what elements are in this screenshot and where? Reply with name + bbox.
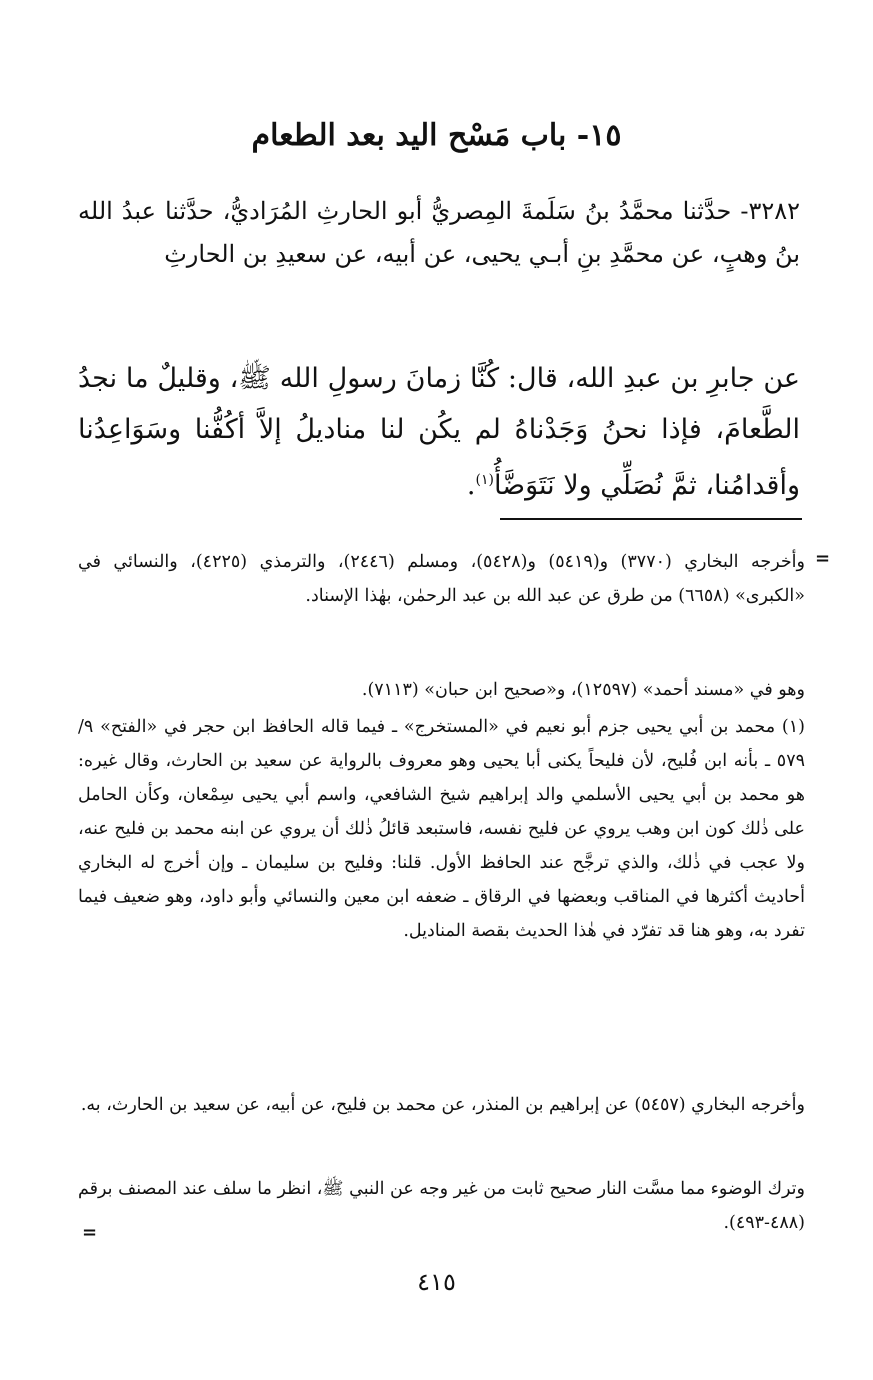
chapter-heading: ١٥- باب مَسْح اليد بعد الطعام	[251, 118, 622, 153]
footnote-wudu: وترك الوضوء مما مسَّت النار صحيح ثابت من غير وجه عن النبي ﷺ، انظر ما سلف عند المصنف برقم (٤٨٨-٤٩٣).	[78, 1179, 805, 1233]
continuation-marker-end: =	[82, 1222, 98, 1243]
footnote-bukhari: وأخرجه البخاري (٥٤٥٧) عن إبراهيم بن المنذر، عن محمد بن فليح، عن أبيه، عن سعيد بن الحارث، به.	[80, 1095, 805, 1115]
footnote-takhrij: وأخرجه البخاري (٣٧٧٠) و(٥٤١٩) و(٥٤٢٨)، ومسلم (٢٤٤٦)، والترمذي (٤٢٢٥)، والنسائي في «الكبرى» (٦٦٥٨) من طرق عن عبد الله بن عبد الرحمٰن، بهٰذا الإسناد.	[78, 552, 805, 606]
hadith-isnad: ٣٢٨٢- حدَّثنا محمَّدُ بنُ سَلَمةَ المِصريُّ أبو الحارثِ المُرَاديُّ، حدَّثنا عبدُ الله بنُ وهبٍ، عن محمَّدِ بنِ أبـي يحيى، عن أبيه، عن سعيدِ بن الحارثِ	[78, 197, 800, 268]
continuation-marker: =	[815, 548, 831, 569]
footnote-1: (١) محمد بن أبي يحيى جزم أبو نعيم في «المستخرج» ـ فيما قاله الحافظ ابن حجر في «الفتح» ٩/ ٥٧٩ ـ بأنه ابن فُليح، لأن فليحاً يكنى أبا يحيى وهو معروف بالرواية عن سعيد بن الحارث، وقال غيره: هو محمد بن أبي يحيى الأسلمي والد إبراهيم شيخ الشافعي، واسم أبي يحيى سِمْعان، وكأن الحامل على ذٰلك كون ابن وهب يروي عن فليح نفسه، فاستبعد قائلُ ذٰلك أن يروي عن ابنه محمد بن فليح عنه، ولا عجب في ذٰلك، والذي ترجَّح عند الحافظ الأول. قلنا: وفليح بن سليمان ـ وإن أخرج له البخاري أحاديث أكثرها في المناقب وبعضها في الرقاق ـ ضعفه ابن معين والنسائي وأبو داود، وهو ضعيف فيما تفرد به، وهو هنا قد تفرّد في هٰذا الحديث بقصة المناديل.	[78, 717, 805, 941]
matn-text: عن جابرِ بن عبدِ الله، قال: كُنَّا زمانَ رسولِ الله ﷺ، وقليلٌ ما نجدُ الطَّعامَ، فإذا نحنُ وَجَدْناهُ لم يكُن لنا مناديلُ إلاَّ أكُفُّنا وسَوَاعِدُنا وأقدامُنا، ثمَّ نُصَلِّي ولا نَتَوَضَّأُ	[78, 363, 800, 501]
footnote-musnad: وهو في «مسند أحمد» (١٢٥٩٧)، و«صحيح ابن حبان» (٧١١٣).	[361, 680, 805, 700]
footnote-reference: (١)	[475, 472, 494, 488]
footnote-separator	[500, 518, 802, 520]
matn-end: .	[466, 470, 476, 501]
hadith-matn	[78, 353, 800, 511]
page-number: ٤١٥	[417, 1268, 456, 1296]
